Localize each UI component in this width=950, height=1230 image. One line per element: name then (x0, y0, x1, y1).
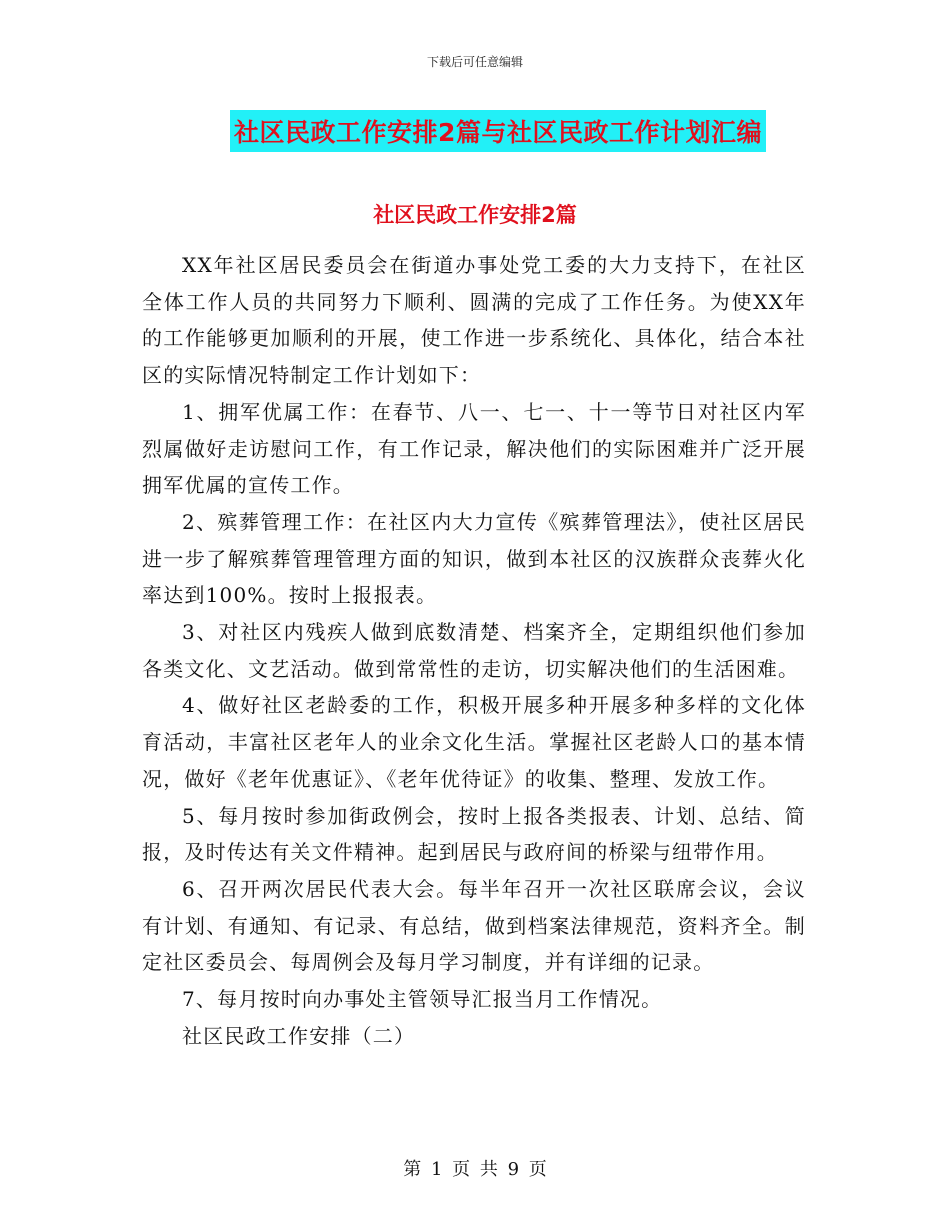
paragraph-item-6: 6、召开两次居民代表大会。每半年召开一次社区联席会议，会议有计划、有通知、有记录、有总结，做到档案法律规范，资料齐全。制定社区委员会、每周例会及每月学习制度，并有详细的记录。 (142, 876, 806, 975)
paragraph-item-4: 4、做好社区老龄委的工作，积极开展多种开展多种多样的文化体育活动，丰富社区老年人的业余文化生活。掌握社区老龄人口的基本情况，做好《老年优惠证》、《老年优待证》的收集、整理、发放工作。 (142, 693, 806, 791)
section-title: 社区民政工作安排2篇 (373, 203, 577, 227)
page-indicator: 第 1 页 共 9 页 (403, 1159, 547, 1180)
paragraph-item-2: 2、殡葬管理工作：在社区内大力宣传《殡葬管理法》，使社区居民进一步了解殡葬管理管理方面的知识，做到本社区的汉族群众丧葬火化率达到100%。按时上报报表。 (142, 509, 806, 608)
paragraph-item-5: 5、每月按时参加街政例会，按时上报各类报表、计划、总结、简报，及时传达有关文件精神。起到居民与政府间的桥梁与纽带作用。 (142, 803, 806, 865)
paragraph-item-3: 3、对社区内残疾人做到底数清楚、档案齐全，定期组织他们参加各类文化、文艺活动。做到常常性的走访，切实解决他们的生活困难。 (142, 620, 806, 681)
paragraph-section-heading: 社区民政工作安排（二） (182, 1023, 416, 1048)
header-note: 下载后可任意编辑 (426, 55, 523, 69)
document-title: 社区民政工作安排2篇与社区民政工作计划汇编 (230, 110, 766, 152)
document-title-block (0, 110, 950, 152)
document-body (142, 247, 806, 1054)
paragraph-intro: XX年社区居民委员会在街道办事处党工委的大力支持下，在社区全体工作人员的共同努力下顺利、圆满的完成了工作任务。为使XX年的工作能够更加顺利的开展，使工作进一步系统化、具体化，结合本社区的实际情况特制定工作计划如下： (142, 253, 806, 388)
paragraph-item-7: 7、每月按时向办事处主管领导汇报当月工作情况。 (182, 987, 663, 1012)
paragraph-item-1: 1、拥军优属工作：在春节、八一、七一、十一等节日对社区内军烈属做好走访慰问工作，有工作记录，解决他们的实际困难并广泛开展拥军优属的宣传工作。 (142, 399, 806, 498)
